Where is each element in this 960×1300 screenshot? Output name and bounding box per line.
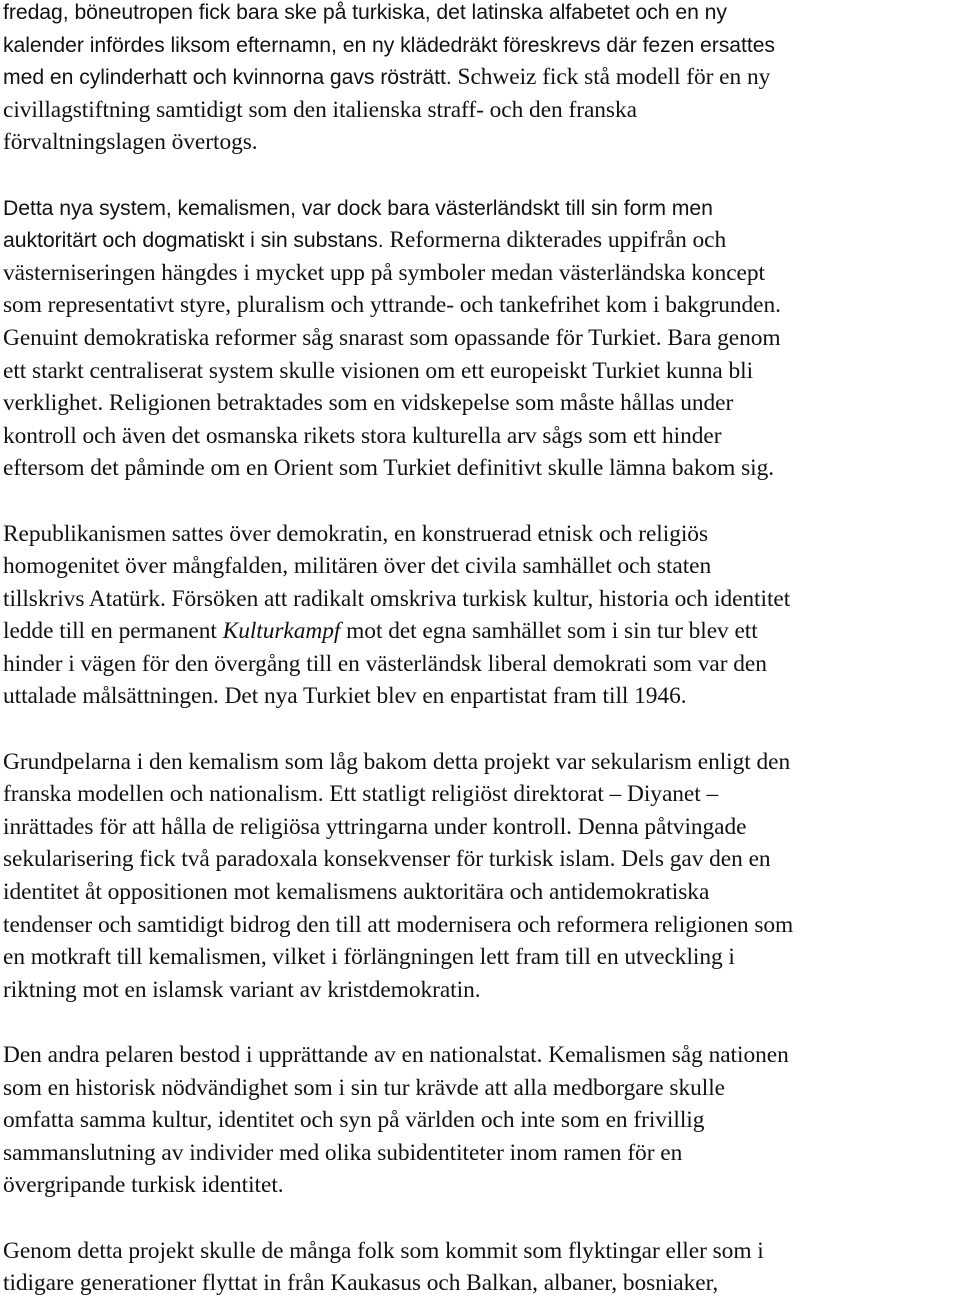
text-run: eftersom det påminde om en Orient som Turkiet definitivt skulle lämna bakom sig.	[3, 455, 775, 482]
text-run: inrättades för att hålla de religiösa yttringarna under kontroll. Denna påtvingade	[3, 813, 747, 840]
text-line	[3, 420, 960, 453]
paragraph	[3, 192, 960, 485]
text-run: franska modellen och nationalism. Ett statligt religiöst direktorat – Diyanet –	[3, 781, 719, 808]
text-run: Republikanismen sattes över demokratin, en konstruerad etnisk och religiös	[3, 520, 708, 547]
text-line	[3, 452, 960, 485]
text-run: hinder i vägen för den övergång till en västerländsk liberal demokrati som var den	[3, 650, 767, 677]
text-run: uttalade målsättningen. Det nya Turkiet blev en enpartistat fram till 1946.	[3, 683, 687, 710]
paragraph-gap	[3, 1202, 960, 1235]
text-run: tendenser och samtidigt bidrog den till att modernisera och reformera religionen som	[3, 911, 794, 938]
text-run: västerniseringen hängdes i mycket upp på symboler medan västerländska koncept	[3, 259, 765, 286]
text-run: en motkraft till kemalismen, vilket i förlängningen lett fram till en utveckling i	[3, 944, 735, 971]
text-run: Schweiz fick stå modell för en ny	[457, 64, 771, 91]
text-line	[3, 648, 960, 681]
text-line	[3, 876, 960, 909]
text-run: tillskrivs Atatürk. Försöken att radikalt omskriva turkisk kultur, historia och identitet	[3, 585, 791, 612]
text-run: sekularisering fick två paradoxala konsekvenser för turkisk islam. Dels gav den en	[3, 846, 771, 873]
text-run: Den andra pelaren bestod i upprättande av en nationalstat. Kemalismen såg nationen	[3, 1042, 789, 1068]
text-run: omfatta samma kultur, identitet och syn på världen och inte som en frivillig	[3, 1107, 705, 1134]
document-page	[3, 0, 960, 1300]
text-line	[3, 778, 960, 811]
text-line	[3, 1235, 960, 1268]
text-line	[3, 257, 960, 290]
text-line	[3, 224, 960, 257]
text-line	[3, 1267, 960, 1300]
italic-text-run: Kulturkampf	[222, 618, 341, 645]
paragraph	[3, 518, 960, 714]
text-line	[3, 843, 960, 876]
text-line	[3, 811, 960, 844]
text-run: Grundpelarna i den kemalism som låg bakom detta projekt var sekularism enligt den	[3, 748, 791, 775]
text-run: tidigare generationer flyttat in från Kaukasus och Balkan, albaner, bosniaker,	[3, 1270, 719, 1297]
text-line	[3, 1137, 960, 1170]
paragraph	[3, 746, 960, 1007]
text-run: auktoritärt och dogmatiskt i sin substans.	[3, 229, 390, 253]
text-line	[3, 583, 960, 616]
text-line	[3, 0, 960, 29]
text-line	[3, 941, 960, 974]
paragraph	[3, 0, 960, 159]
text-line	[3, 192, 960, 225]
text-run: Genuint demokratiska reformer såg snarast som opassande för Turkiet. Bara genom	[3, 324, 781, 351]
text-run: förvaltningslagen övertogs.	[3, 129, 258, 156]
text-run: Genom detta projekt skulle de många folk som kommit som flyktingar eller som i	[3, 1237, 764, 1264]
text-run: Detta nya system, kemalismen, var dock bara västerländskt till sin form men	[3, 196, 713, 220]
text-run: civillagstiftning samtidigt som den italienska straff- och den franska	[3, 96, 637, 123]
paragraph-gap	[3, 485, 960, 518]
text-line	[3, 615, 960, 648]
text-line	[3, 94, 960, 127]
paragraph-gap	[3, 713, 960, 746]
text-run: riktning mot en islamsk variant av kristdemokratin.	[3, 976, 481, 1003]
text-line	[3, 1072, 960, 1105]
paragraph-gap	[3, 1006, 960, 1039]
paragraph	[3, 1235, 960, 1300]
text-line	[3, 550, 960, 583]
text-run: sammanslutning av individer med olika subidentiteter inom ramen för en	[3, 1139, 683, 1166]
paragraph-gap	[3, 159, 960, 192]
text-line	[3, 1169, 960, 1202]
text-line	[3, 974, 960, 1007]
text-line	[3, 61, 960, 94]
paragraph	[3, 1039, 960, 1202]
text-run: ett starkt centraliserat system skulle visionen om ett europeiskt Turkiet kunna bli	[3, 357, 754, 384]
text-line	[3, 387, 960, 420]
text-run: som en historisk nödvändighet som i sin tur krävde att alla medborgare skulle	[3, 1074, 725, 1101]
text-run: fredag, böneutropen fick bara ske på turkiska, det latinska alfabetet och en ny	[3, 1, 727, 24]
text-line	[3, 322, 960, 355]
text-line	[3, 1039, 960, 1072]
text-line	[3, 746, 960, 779]
text-line	[3, 680, 960, 713]
text-run: ledde till en permanent	[3, 618, 223, 645]
text-line	[3, 29, 960, 62]
text-line	[3, 289, 960, 322]
text-run: verklighet. Religionen betraktades som en vidskepelse som måste hållas under	[3, 390, 734, 417]
text-run: identitet åt oppositionen mot kemalismens auktoritära och antidemokratiska	[3, 879, 710, 906]
text-run: som representativt styre, pluralism och yttrande- och tankefrihet kom i bakgrunden.	[3, 292, 781, 319]
text-line	[3, 1104, 960, 1137]
text-run: kalender infördes liksom efternamn, en ny klädedräkt föreskrevs där fezen ersattes	[3, 33, 775, 57]
text-run: med en cylinderhatt och kvinnorna gavs rösträtt.	[3, 66, 458, 90]
text-run: homogenitet över mångfalden, militären över det civila samhället och staten	[3, 553, 712, 580]
text-run: övergripande turkisk identitet.	[3, 1172, 284, 1199]
text-run: Reformerna dikterades uppifrån och	[389, 227, 727, 254]
text-line	[3, 126, 960, 159]
text-line	[3, 355, 960, 388]
text-run: kontroll och även det osmanska rikets stora kulturella arv sågs som ett hinder	[3, 422, 722, 449]
text-run: mot det egna samhället som i sin tur blev ett	[340, 618, 758, 645]
text-line	[3, 909, 960, 942]
text-line	[3, 518, 960, 551]
